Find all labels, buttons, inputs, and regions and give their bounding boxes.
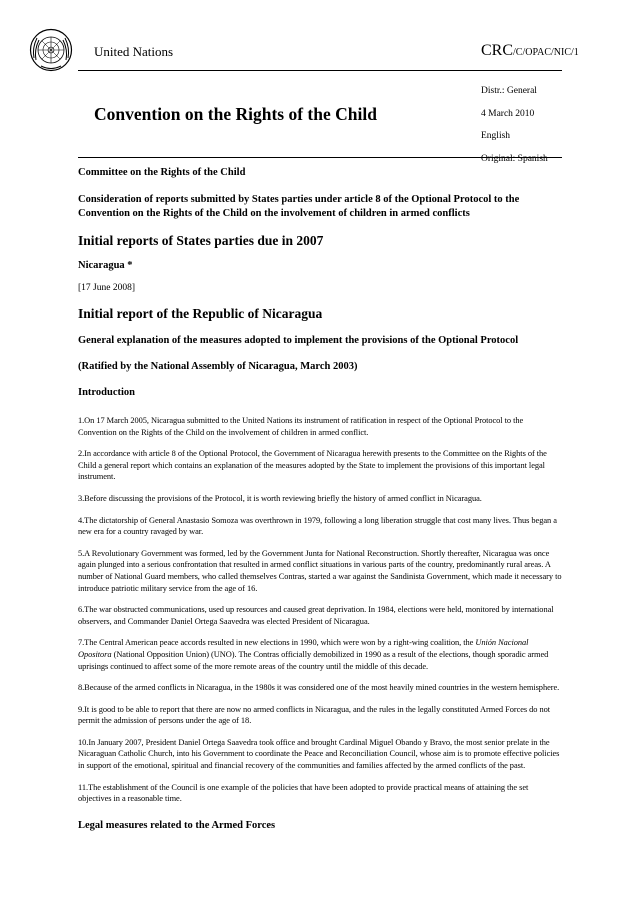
paragraph-5: 5.A Revolutionary Government was formed, led by the Government Junta for National Reconstruction. Shortly thereafter, Nicaragua was once again plunged into a serious confrontation that resulted in armed conflict situations in various parts of the country, predominantly rural areas. A number of National Guard members, who called themselves Contras, started a war against the Sandinista Government, which made it necessary to introduce patriotic military service from the age of 16. <box>78 548 562 593</box>
paragraph-7-before: 7.The Central American peace accords resulted in new elections in 1990, which were won by a right-wing coalition, the <box>78 638 476 648</box>
paragraph-2: 2.In accordance with article 8 of the Optional Protocol, the Government of Nicaragua herewith presents to the Committee on the Rights of the Child a general report which contains an explanation of the measures adopted by the State to implement the provisions of this important legal instrument. <box>78 449 547 482</box>
symbol-suffix: /C/OPAC/NIC/1 <box>513 47 579 58</box>
symbol-main: CRC <box>481 42 514 59</box>
initial-reports-heading: Initial reports of States parties due in 2007 <box>78 233 324 248</box>
ratification-note: (Ratified by the National Assembly of Nicaragua, March 2003) <box>78 361 358 372</box>
paragraph-8: 8.Because of the armed conflicts in Nicaragua, in the 1980s it was considered one of the most heavily mined countries in the western hemisphere. <box>78 683 560 693</box>
paragraph-10: 10.In January 2007, President Daniel Ortega Saavedra took office and brought Cardinal Miguel Obando y Bravo, the most senior prelate in the Nicaraguan Catholic Church, into his Government to coordinate the Peace and Reconciliation Council, whose aim is to promote effective policies in support of the emotional, spiritual and financial recovery of the communities and families affected by the armed conflicts of the past. <box>78 737 560 771</box>
paragraph-9: 9.It is good to be able to report that there are now no armed conflicts in Nicaragua, and the rules in the legally constituted Armed Forces do not permit the admission of persons under the age of 18. <box>78 704 551 726</box>
legal-measures-heading: Legal measures related to the Armed Forces <box>78 819 276 831</box>
report-title: Initial report of the Republic of Nicaragua <box>78 306 323 321</box>
paragraph-3: 3.Before discussing the provisions of the Protocol, it is worth reviewing briefly the history of armed conflict in Nicaragua. <box>78 493 482 503</box>
paragraph-7-after: (National Opposition Union) (UNO). The Contras officially demobilized in 1990 as a result of the elections, though sporadic armed uprisings continued to affect some of the more remote areas of the country until the middle of this decade. <box>78 649 549 671</box>
un-emblem-icon <box>29 28 73 72</box>
language: English <box>481 131 511 141</box>
header-rule-top <box>78 70 562 71</box>
issue-date: 4 March 2010 <box>481 108 535 119</box>
distribution: Distr.: General <box>481 86 537 96</box>
country-heading: Nicaragua * <box>78 260 133 271</box>
introduction-heading: Introduction <box>78 387 135 398</box>
consideration-heading: Consideration of reports submitted by States parties under article 8 of the Optional Protocol to the Convention on the Rights of the Child on the involvement of children in armed conflicts <box>78 194 520 219</box>
paragraph-4: 4.The dictatorship of General Anastasio Somoza was overthrown in 1979, following a long liberation struggle that cost many lives. Thus began a new era for a country ravaged by war. <box>78 515 557 537</box>
document-symbol <box>481 42 579 60</box>
paragraph-7 <box>78 637 562 672</box>
original-language: Original: Spanish <box>481 153 548 164</box>
general-explanation-heading: General explanation of the measures adopted to implement the provisions of the Optional Protocol <box>78 335 519 346</box>
paragraph-11: 11.The establishment of the Council is one example of the policies that have been adopted to provide practical means of attaining the set objectives in a reasonable time. <box>78 782 529 804</box>
header-rule-bottom <box>78 157 562 158</box>
committee-heading: Committee on the Rights of the Child <box>78 167 246 178</box>
report-date: [17 June 2008] <box>78 283 135 293</box>
paragraph-7-italic: Unión Nacional Opositora <box>78 638 529 659</box>
paragraph-6: 6.The war obstructed communications, used up resources and caused great deprivation. In 1984, elections were held, monitored by international observers, and Commander Daniel Ortega Saavedra was elected President of Nicaragua. <box>78 605 554 626</box>
organization-name: United Nations <box>94 44 174 59</box>
document-title: Convention on the Rights of the Child <box>94 104 377 124</box>
paragraph-1: 1.On 17 March 2005, Nicaragua submitted to the United Nations its instrument of ratification in respect of the Optional Protocol to the Convention on the Rights of the Child on the involvement of children in armed conflict. <box>78 416 524 437</box>
document-body <box>78 166 562 833</box>
